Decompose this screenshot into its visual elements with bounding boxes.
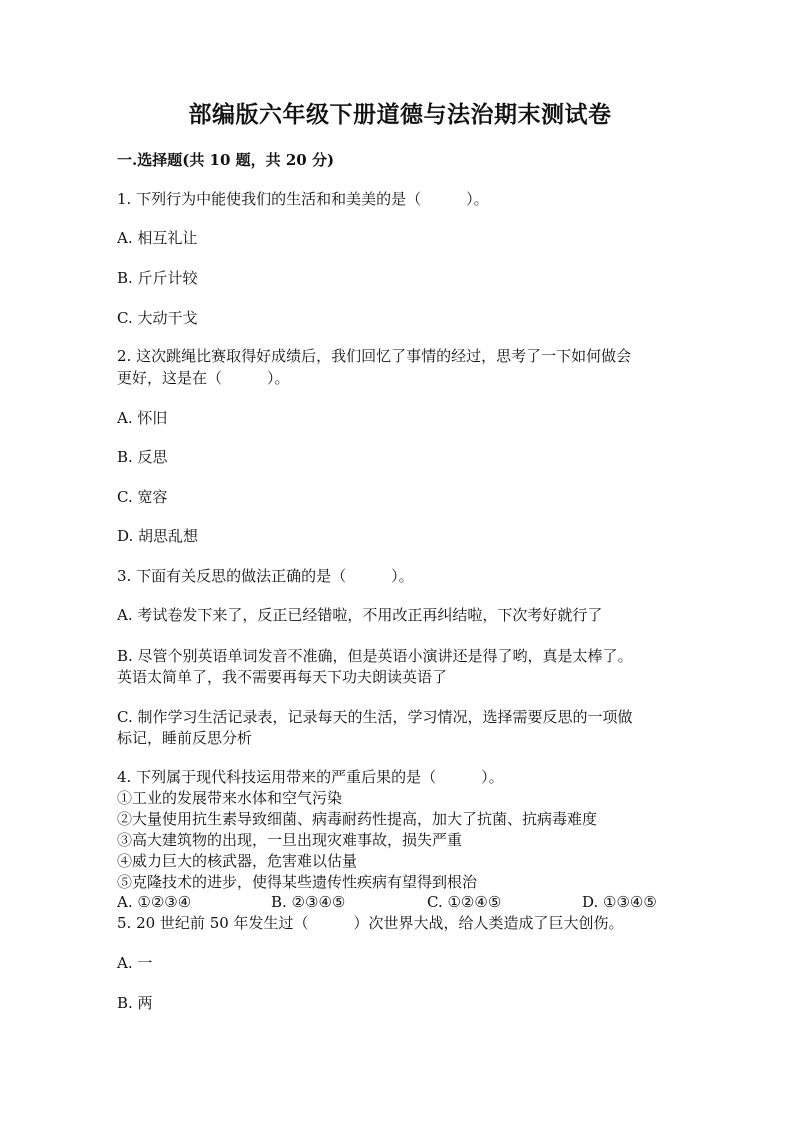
question-4-stem: 4. 下列属于现代科技运用带来的严重后果的是（ ）。 bbox=[117, 768, 504, 786]
page-title: 部编版六年级下册道德与法治期末测试卷 bbox=[188, 101, 612, 128]
question-4-item-1: ①工业的发展带来水体和空气污染 bbox=[117, 789, 343, 807]
question-1-option-a[interactable]: A. 相互礼让 bbox=[117, 229, 198, 247]
question-2-option-c[interactable]: C. 宽容 bbox=[117, 488, 168, 506]
question-2-stem-line-2: 更好，这是在（ ）。 bbox=[117, 369, 290, 387]
question-2-option-a[interactable]: A. 怀旧 bbox=[117, 409, 168, 427]
question-5-option-a[interactable]: A. 一 bbox=[117, 954, 153, 972]
question-4-option-d[interactable]: D. ①③④⑤ bbox=[582, 893, 657, 911]
section-heading: 一.选择题(共 10 题，共 20 分) bbox=[117, 151, 335, 169]
question-3-stem: 3. 下面有关反思的做法正确的是（ ）。 bbox=[117, 567, 414, 585]
question-4-option-b[interactable]: B. ②③④⑤ bbox=[271, 893, 346, 911]
question-2-option-d[interactable]: D. 胡思乱想 bbox=[117, 527, 199, 545]
question-4-item-5: ⑤克隆技术的进步，使得某些遗传性疾病有望得到根治 bbox=[117, 873, 478, 891]
question-1-option-c[interactable]: C. 大动干戈 bbox=[117, 309, 198, 327]
question-4-item-3: ③高大建筑物的出现，一旦出现灾难事故，损失严重 bbox=[117, 831, 463, 849]
question-3-option-c-line-1[interactable]: C. 制作学习生活记录表，记录每天的生活，学习情况，选择需要反思的一项做 bbox=[117, 708, 633, 726]
question-3-option-b-line-1[interactable]: B. 尽管个别英语单词发音不准确，但是英语小演讲还是得了哟，真是太棒了。 bbox=[117, 647, 633, 665]
question-2-option-b[interactable]: B. 反思 bbox=[117, 448, 168, 466]
question-4-item-2: ②大量使用抗生素导致细菌、病毒耐药性提高，加大了抗菌、抗病毒难度 bbox=[117, 810, 598, 828]
question-5-stem: 5. 20 世纪前 50 年发生过（ ）次世界大战，给人类造成了巨大创伤。 bbox=[117, 914, 624, 932]
question-5-option-b[interactable]: B. 两 bbox=[117, 994, 153, 1012]
question-1-option-b[interactable]: B. 斤斤计较 bbox=[117, 269, 198, 287]
question-4-option-a[interactable]: A. ①②③④ bbox=[117, 893, 192, 911]
question-4-item-4: ④威力巨大的核武器，危害难以估量 bbox=[117, 852, 358, 870]
question-4-option-c[interactable]: C. ①②④⑤ bbox=[427, 893, 502, 911]
question-3-option-b-line-2[interactable]: 英语太简单了，我不需要再每天下功夫朗读英语了 bbox=[117, 668, 448, 686]
question-1-stem: 1. 下列行为中能使我们的生活和和美美的是（ ）。 bbox=[117, 190, 489, 208]
question-2-stem-line-1: 2. 这次跳绳比赛取得好成绩后，我们回忆了事情的经过，思考了一下如何做会 bbox=[117, 347, 632, 365]
question-3-option-a[interactable]: A. 考试卷发下来了，反正已经错啦，不用改正再纠结啦，下次考好就行了 bbox=[117, 606, 603, 624]
question-3-option-c-line-2[interactable]: 标记，睡前反思分析 bbox=[117, 729, 253, 747]
